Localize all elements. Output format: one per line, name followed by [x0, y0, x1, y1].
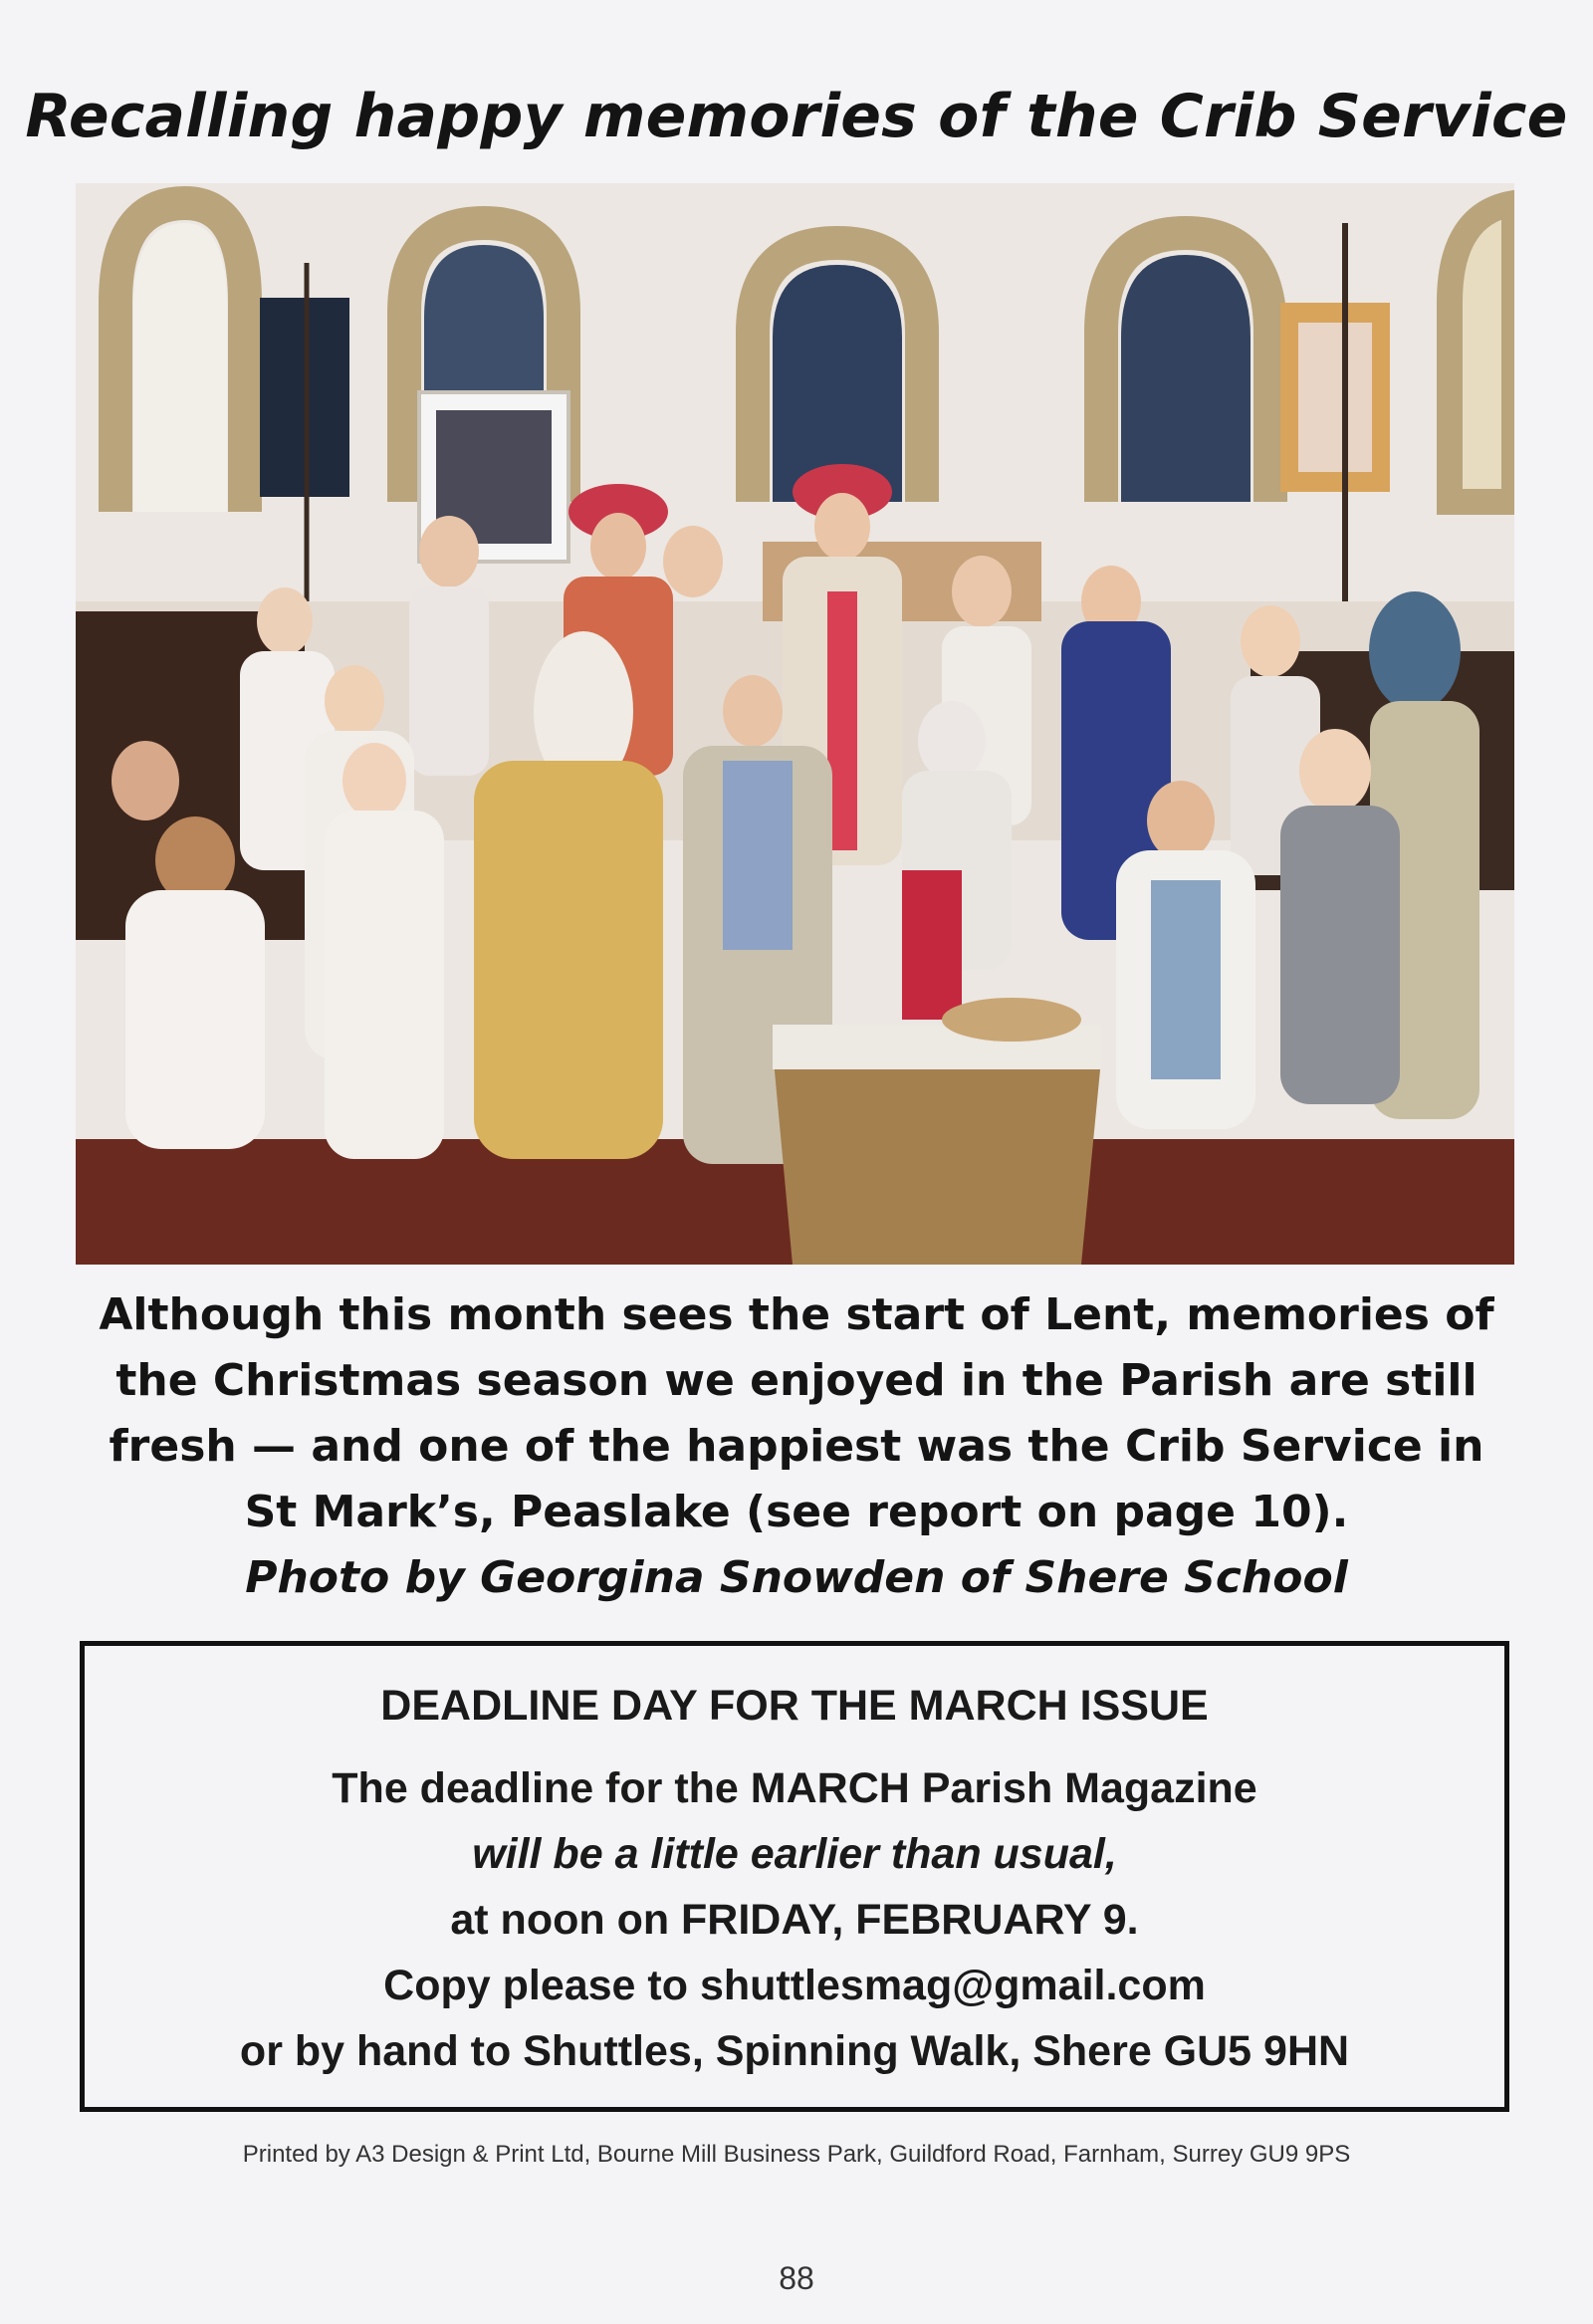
printer-credit: Printed by A3 Design & Print Ltd, Bourne Mill Business Park, Guildford Road, Farnham, Surrey GU9 9PS — [242, 2141, 1351, 2168]
caption-line: St Mark’s, Peaslake (see report on page 10). — [244, 1487, 1349, 1537]
photo-caption — [80, 1282, 1513, 1611]
article-title: Recalling happy memories of the Crib Service — [25, 82, 1568, 151]
nativity-photo — [76, 183, 1514, 1265]
deadline-address: or by hand to Shuttles, Spinning Walk, Shere GU5 9HN — [239, 2027, 1350, 2075]
church-scene-image — [76, 183, 1514, 1265]
deadline-body — [85, 1755, 1504, 2084]
deadline-email: Copy please to shuttlesmag@gmail.com — [383, 1962, 1206, 2009]
photo-credit: Photo by Georgina Snowden of Shere School — [245, 1552, 1348, 1603]
deadline-line: The deadline for the MARCH Parish Magazine — [332, 1764, 1257, 1812]
caption-line: fresh — and one of the happiest was the Crib Service in — [109, 1421, 1484, 1472]
manger — [773, 998, 1101, 1265]
caption-line: Although this month sees the start of Lent, memories of — [99, 1289, 1494, 1340]
deadline-notice-box — [80, 1641, 1509, 2112]
page-number: 88 — [779, 2260, 814, 2296]
deadline-heading: DEADLINE DAY FOR THE MARCH ISSUE — [380, 1682, 1209, 1730]
deadline-line: will be a little earlier than usual, — [472, 1830, 1117, 1878]
deadline-date: at noon on FRIDAY, FEBRUARY 9. — [450, 1896, 1139, 1944]
caption-line: the Christmas season we enjoyed in the Parish are still — [115, 1355, 1478, 1406]
